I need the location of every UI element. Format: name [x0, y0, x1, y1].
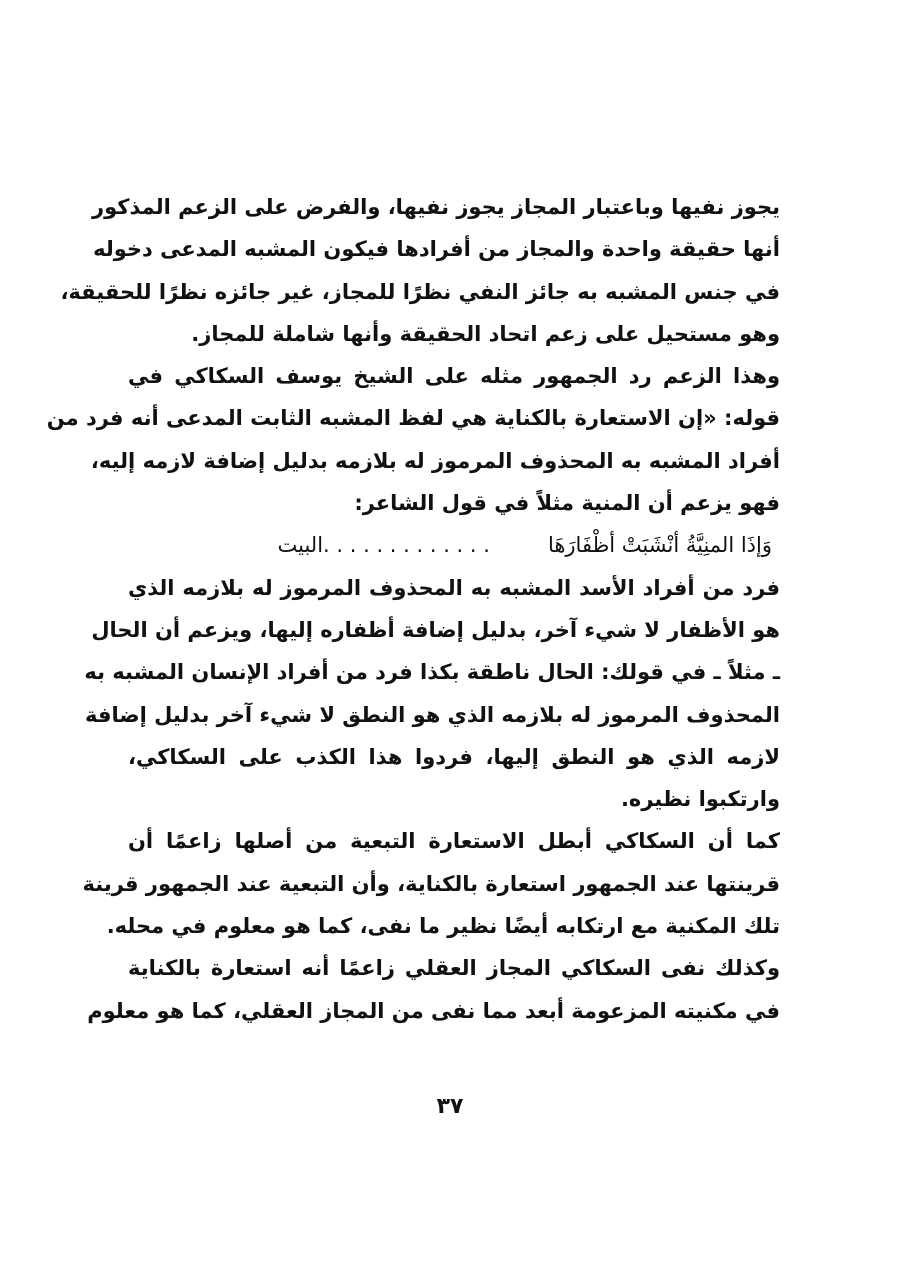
text-line: يجوز نفيها وباعتبار المجاز يجوز نفيها، والفرض على الزعم المذكور	[92, 195, 780, 219]
text-line: المحذوف المرموز له بلازمه الذي هو النطق لا شيء آخر بدليل إضافة	[84, 702, 780, 727]
text-line: ـ مثلاً ـ في قولك: الحال ناطقة بكذا فرد من أفراد الإنسان المشبه به	[84, 660, 780, 685]
text-line: فرد من أفراد الأسد المشبه به المحذوف المرموز له بلازمه الذي	[128, 575, 780, 600]
text-line: أفراد المشبه به المحذوف المرموز له بلازمه بدليل إضافة لازمه إليه،	[90, 448, 780, 473]
text-line: هو الأظفار لا شيء آخر، بدليل إضافة أظفاره إليها، ويزعم أن الحال	[91, 617, 780, 642]
verse-first-hemistich: وَإذَا المنِيَّةُ أنْشَبَتْ أظْفَارَهَا	[547, 533, 772, 558]
page-body	[46, 186, 780, 1032]
poetry-verse	[128, 524, 780, 566]
text-line: كما أن السكاكي أبطل الاستعارة التبعية من أصلها زاعمًا أن	[128, 829, 780, 854]
text-line: وكذلك نفى السكاكي المجاز العقلي زاعمًا أنه استعارة بالكناية	[128, 956, 780, 981]
verse-second-hemistich: . . . . . . . . . . . . .البيت	[277, 533, 490, 558]
text-line: في مكنيته المزعومة أبعد مما نفى من المجاز العقلي، كما هو معلوم	[87, 998, 780, 1023]
text-line: في جنس المشبه به جائز النفي نظرًا للمجاز، غير جائزه نظرًا للحقيقة،	[60, 279, 780, 304]
text-line: قوله: «إن الاستعارة بالكناية هي لفظ المشبه الثابت المدعى أنه فرد من	[46, 406, 780, 431]
text-line: قرينتها عند الجمهور استعارة بالكناية، وأن التبعية عند الجمهور قرينة	[82, 871, 780, 896]
text-line: وارتكبوا نظيره.	[620, 787, 780, 812]
text-line: أنها حقيقة واحدة والمجاز من أفرادها فيكون المشبه المدعى دخوله	[93, 237, 780, 262]
text-line: تلك المكنية مع ارتكابه أيضًا نظير ما نفى، كما هو معلوم في محله.	[106, 914, 780, 939]
text-line: لازمه الذي هو النطق إليها، فردوا هذا الكذب على السكاكي،	[128, 744, 780, 769]
text-line: وهو مستحيل على زعم اتحاد الحقيقة وأنها شاملة للمجاز.	[191, 321, 780, 346]
text-line: وهذا الزعم رد الجمهور مثله على الشيخ يوسف السكاكي في	[128, 364, 780, 389]
page-number: ٣٧	[436, 1094, 464, 1119]
text-line: فهو يزعم أن المنية مثلاً في قول الشاعر:	[354, 491, 780, 516]
